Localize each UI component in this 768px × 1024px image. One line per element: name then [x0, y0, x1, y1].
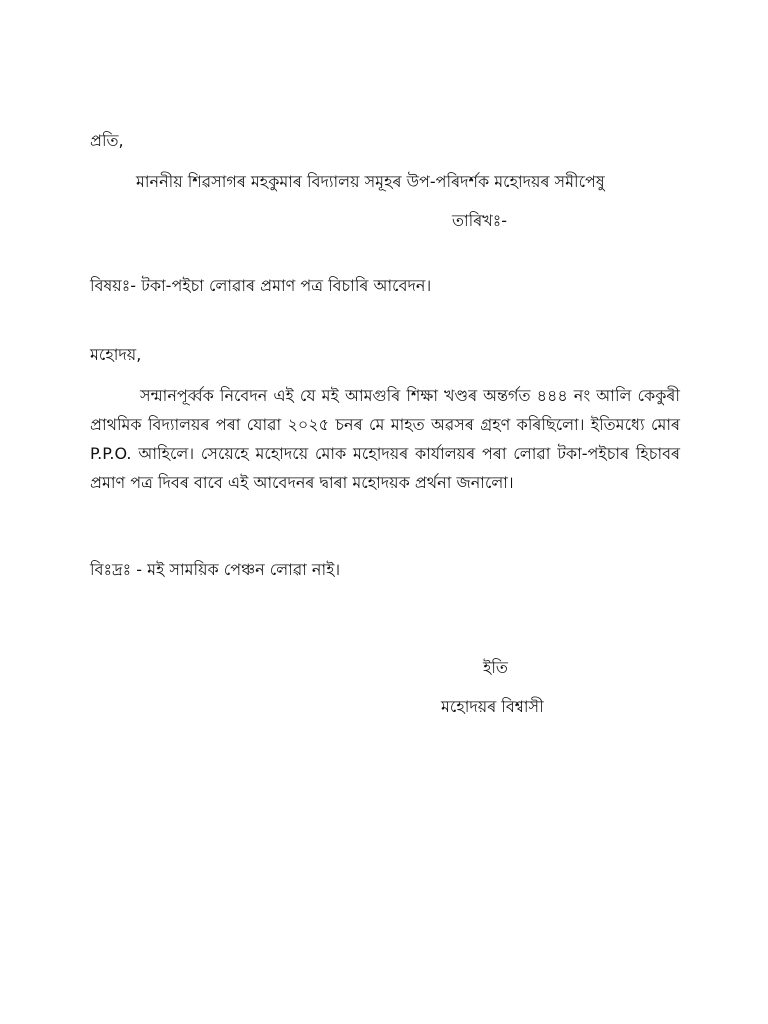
recipient-address: মাননীয় শিৱসাগৰ মহকুমাৰ বিদ্যালয় সমূহৰ উপ-পৰিদৰ্শক মহোদয়ৰ সমীপেষু — [136, 172, 605, 191]
date-label: তাৰিখঃ- — [452, 211, 508, 230]
recipient-to: প্ৰতি, — [90, 131, 124, 150]
note-line: বিঃদ্রঃ - মই সাময়িক পেঞ্চন লোৱা নাই। — [90, 560, 341, 579]
subject-line: বিষয়ঃ- টকা-পইচা লোৱাৰ প্ৰমাণ পত্ৰ বিচাৰি আবেদন। — [90, 276, 432, 295]
letter-body: সন্মানপূৰ্ব্বক নিবেদন এই যে মই আমগুৰি শিক্ষা খণ্ডৰ অন্তৰ্গত ৪৪৪ নং আলি কেকুৰী প্ৰাথমিক বিদ্যালয়ৰ পৰা যোৱা ২০২৫ চনৰ মে মাহত অৱসৰ গ্ৰহণ কৰিছিলো। ইতিমধ্যে মোৰ P.P.O. আহিলে। সেয়েহে মহোদয়ে মোক মহোদয়ৰ কাৰ্যালয়ৰ পৰা লোৱা টকা-পইচাৰ হিচাবৰ প্ৰমাণ পত্ৰ দিবৰ বাবে এই আবেদনৰ দ্বাৰা মহোদয়ক প্ৰৰ্থনা জনালো। — [90, 386, 680, 492]
closing-iti: ইতি — [483, 658, 508, 677]
salutation: মহোদয়, — [90, 345, 142, 364]
closing-signature: মহোদয়ৰ বিশ্বাসী — [441, 697, 544, 716]
